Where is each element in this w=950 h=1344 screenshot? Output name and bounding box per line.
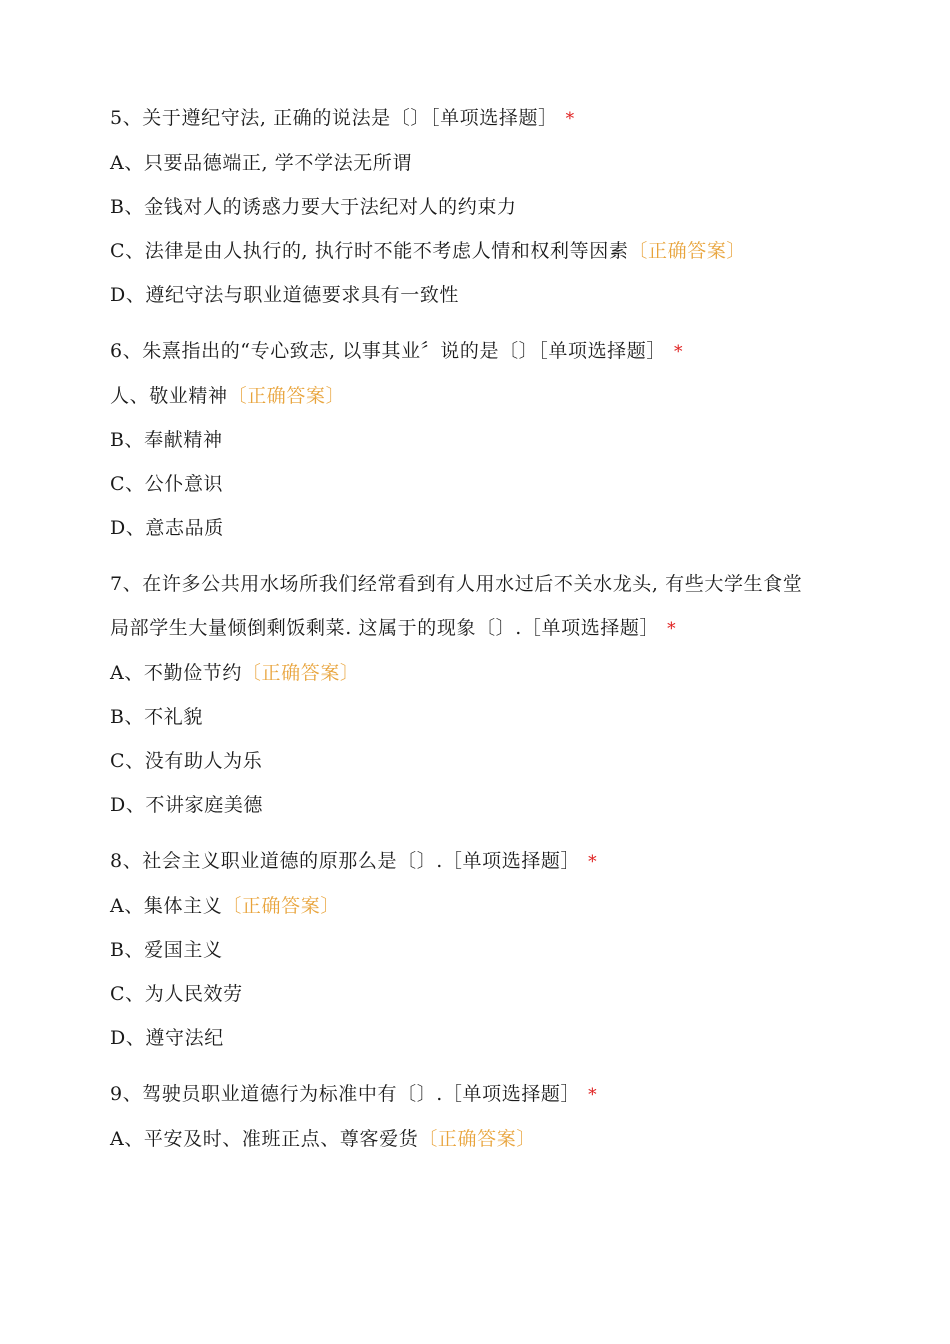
option-text: B、金钱对人的诱惑力要大于法纪对人的约束力: [110, 196, 517, 218]
question-title-line-1: [110, 562, 850, 606]
question-text: 5、关于遵纪守法, 正确的说法是〔〕［单项选择题］: [110, 107, 558, 129]
document-page: [110, 96, 850, 1173]
option-c[interactable]: [110, 739, 850, 783]
option-a[interactable]: [110, 884, 850, 928]
required-star: *: [588, 1085, 598, 1105]
required-star: *: [667, 619, 677, 639]
question-title: [110, 1072, 850, 1117]
option-text: D、遵守法纪: [110, 1027, 224, 1049]
option-text: B、爱国主义: [110, 939, 223, 961]
question-text: 7、在许多公共用水场所我们经常看到有人用水过后不关水龙头, 有些大学生食堂: [110, 573, 803, 595]
option-text: C、公仆意识: [110, 473, 224, 495]
option-a[interactable]: [110, 141, 850, 185]
option-a[interactable]: [110, 1117, 850, 1161]
option-text: D、意志品质: [110, 517, 224, 539]
option-text: D、不讲家庭美德: [110, 794, 264, 816]
option-b[interactable]: [110, 695, 850, 739]
option-d[interactable]: [110, 1016, 850, 1060]
required-star: *: [673, 342, 684, 362]
option-text: C、法律是由人执行的, 执行时不能不考虑人情和权利等因素: [110, 240, 629, 262]
question-6: [110, 329, 850, 550]
option-text: A、不勤俭节约: [110, 662, 242, 684]
option-text: A、集体主义: [110, 895, 223, 917]
question-7: [110, 562, 850, 827]
question-title: [110, 329, 850, 374]
question-title-line-2: [110, 606, 850, 651]
option-a[interactable]: [110, 651, 850, 695]
option-c[interactable]: [110, 229, 850, 273]
correct-answer-label: 〔正确答案〕: [222, 895, 340, 917]
required-star: *: [565, 109, 575, 129]
correct-answer-label: 〔正确答案〕: [418, 1128, 536, 1150]
option-text: 人、敬业精神: [110, 385, 228, 407]
correct-answer-label: 〔正确答案〕: [241, 662, 360, 684]
option-b[interactable]: [110, 928, 850, 972]
option-text: C、为人民效劳: [110, 983, 243, 1005]
option-text: B、奉献精神: [110, 429, 223, 451]
option-c[interactable]: [110, 972, 850, 1016]
question-title: [110, 96, 850, 141]
option-text: A、平安及时、准班正点、尊客爱货: [110, 1128, 419, 1150]
question-5: [110, 96, 850, 317]
correct-answer-label: 〔正确答案〕: [628, 240, 747, 262]
option-c[interactable]: [110, 462, 850, 506]
option-b[interactable]: [110, 418, 850, 462]
question-8: [110, 839, 850, 1060]
option-d[interactable]: [110, 273, 850, 317]
option-d[interactable]: [110, 783, 850, 827]
option-a[interactable]: [110, 374, 850, 418]
option-text: C、没有助人为乐: [110, 750, 263, 772]
question-text: 6、朱熹指出的“专心致志, 以事其业〞说的是〔〕［单项选择题］: [110, 340, 666, 362]
option-text: B、不礼貌: [110, 706, 203, 728]
question-text: 局部学生大量倾倒剩饭剩菜. 这属于的现象〔〕.［单项选择题］: [110, 617, 660, 639]
question-text: 8、社会主义职业道德的原那么是〔〕.［单项选择题］: [110, 850, 581, 872]
required-star: *: [588, 852, 598, 872]
question-9: [110, 1072, 850, 1161]
question-title: [110, 839, 850, 884]
option-text: D、遵纪守法与职业道德要求具有一致性: [110, 284, 460, 306]
correct-answer-label: 〔正确答案〕: [227, 385, 346, 407]
option-b[interactable]: [110, 185, 850, 229]
question-text: 9、驾驶员职业道德行为标准中有〔〕.［单项选择题］: [110, 1083, 581, 1105]
option-d[interactable]: [110, 506, 850, 550]
option-text: A、只要品德端正, 学不学法无所谓: [110, 152, 413, 174]
